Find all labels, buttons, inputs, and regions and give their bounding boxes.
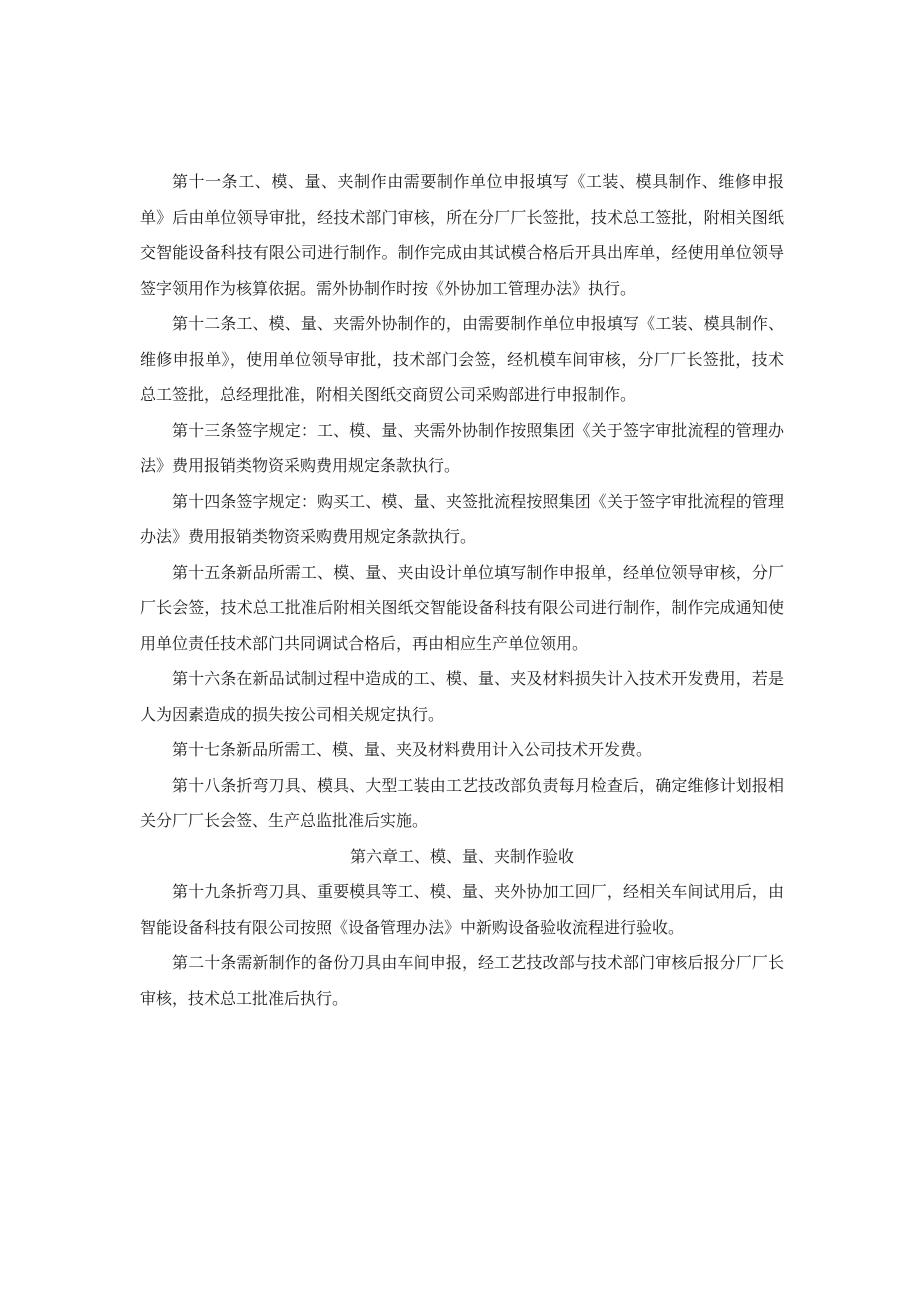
article-12: 第十二条工、模、量、夹需外协制作的，由需要制作单位申报填写《工装、模具制作、维修申报单》，使用单位领导审批，技术部门会签，经机模车间审核，分厂厂长签批，技术总工签批，总经理批准，附相关图纸交商贸公司采购部进行申报制作。 [140,314,784,404]
document-page [140,164,784,1016]
article-20: 第二十条需新制作的备份刀具由车间申报，经工艺技改部与技术部门审核后报分厂厂长审核，技术总工批准后执行。 [140,953,784,1008]
article-18: 第十八条折弯刀具、模具、大型工装由工艺技改部负责每月检查后，确定维修计划报相关分厂厂长会签、生产总监批准后实施。 [140,775,784,830]
article-17: 第十七条新品所需工、模、量、夹及材料费用计入公司技术开发费。 [172,740,653,759]
article-11: 第十一条工、模、量、夹制作由需要制作单位申报填写《工装、模具制作、维修申报单》后由单位领导审批，经技术部门审核，所在分厂厂长签批，技术总工签批，附相关图纸交智能设备科技有限公司进行制作。制作完成由其试模合格后开具出库单，经使用单位领导签字领用作为核算依据。需外协制作时按《外协加工管理办法》执行。 [140,172,784,298]
article-19: 第十九条折弯刀具、重要模具等工、模、量、夹外协加工回厂，经相关车间试用后，由智能设备科技有限公司按照《设备管理办法》中新购设备验收流程进行验收。 [140,882,784,937]
article-13: 第十三条签字规定：工、模、量、夹需外协制作按照集团《关于签字审批流程的管理办法》费用报销类物资采购费用规定条款执行。 [140,420,784,475]
article-14: 第十四条签字规定：购买工、模、量、夹签批流程按照集团《关于签字审批流程的管理办法》费用报销类物资采购费用规定条款执行。 [140,491,784,546]
article-15: 第十五条新品所需工、模、量、夹由设计单位填写制作申报单，经单位领导审核，分厂厂长会签，技术总工批准后附相关图纸交智能设备科技有限公司进行制作，制作完成通知使用单位责任技术部门共同调试合格后，再由相应生产单位领用。 [140,562,784,653]
chapter-heading: 第六章工、模、量、夹制作验收 [349,846,574,866]
article-16: 第十六条在新品试制过程中造成的工、模、量、夹及材料损失计入技术开发费用，若是人为因素造成的损失按公司相关规定执行。 [140,669,784,724]
